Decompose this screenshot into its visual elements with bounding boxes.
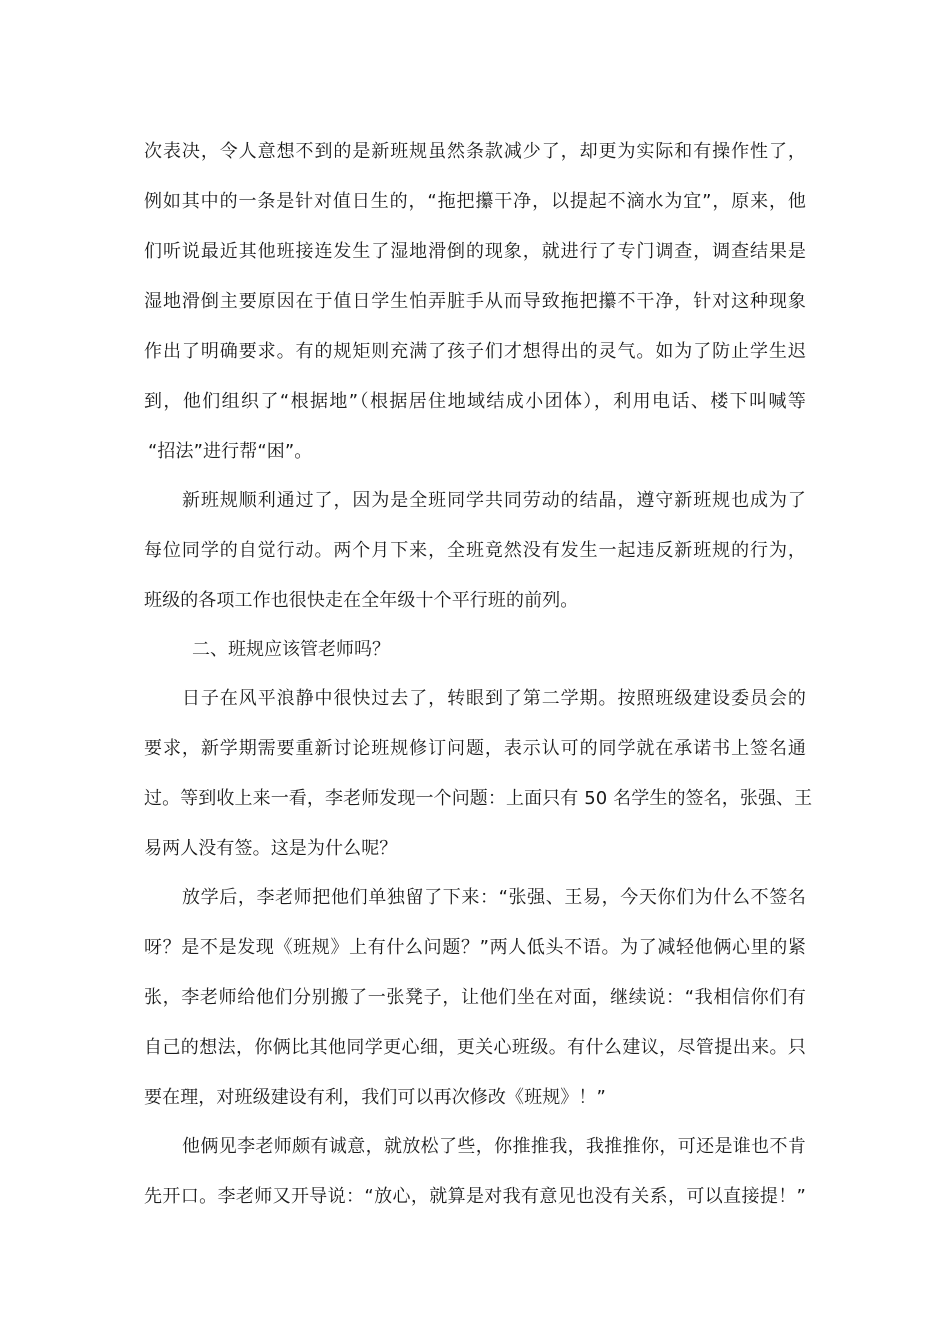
text-line: 班级的各项工作也很快走在全年级十个平行班的前列。	[144, 590, 579, 611]
text-line: 要在理，对班级建设有利，我们可以再次修改《班规》！”	[144, 1087, 606, 1108]
text-line: 呀？是不是发现《班规》上有什么问题？”两人低头不语。为了减轻他俩心里的紧	[144, 937, 806, 958]
text-line: 作出了明确要求。有的规矩则充满了孩子们才想得出的灵气。如为了防止学生迟	[144, 341, 806, 362]
text-line: 每位同学的自觉行动。两个月下来，全班竟然没有发生一起违反新班规的行为，	[144, 540, 806, 561]
text-line: 自己的想法，你俩比其他同学更心细，更关心班级。有什么建议，尽管提出来。只	[144, 1037, 806, 1058]
text-line: 易两人没有签。这是为什么呢？	[144, 838, 398, 859]
paragraph-first-line: 日子在风平浪静中很快过去了，转眼到了第二学期。按照班级建设委员会的	[182, 688, 806, 709]
text-line: 湿地滑倒主要原因在于值日学生怕弄脏手从而导致拖把攥不干净，针对这种现象	[144, 291, 806, 312]
text-line: 例如其中的一条是针对值日生的，“拖把攥干净，以提起不滴水为宜”，原来，他	[144, 191, 806, 212]
text-line: 次表决，令人意想不到的是新班规虽然条款减少了，却更为实际和有操作性了，	[144, 141, 806, 162]
text-line: 到，他们组织了“根据地”（根据居住地域结成小团体），利用电话、楼下叫喊等	[144, 391, 806, 412]
text-line: 要求，新学期需要重新讨论班规修订问题，表示认可的同学就在承诺书上签名通	[144, 738, 806, 759]
section-heading: 二、班规应该管老师吗？	[192, 639, 390, 660]
text-line: 们听说最近其他班接连发生了湿地滑倒的现象，就进行了专门调查，调查结果是	[144, 241, 806, 262]
text-line: 张，李老师给他们分别搬了一张凳子，让他们坐在对面，继续说：“我相信你们有	[144, 987, 806, 1008]
text-line: 过。等到收上来一看，李老师发现一个问题：上面只有 50 名学生的签名，张强、王	[144, 788, 813, 809]
text-line: 先开口。李老师又开导说：“放心，就算是对我有意见也没有关系，可以直接提！”	[144, 1186, 806, 1207]
text-line: “招法”进行帮“困”。	[148, 441, 313, 462]
paragraph-first-line: 新班规顺利通过了，因为是全班同学共同劳动的结晶，遵守新班规也成为了	[182, 490, 806, 511]
paragraph-first-line: 放学后，李老师把他们单独留了下来：“张强、王易，今天你们为什么不签名	[182, 887, 806, 908]
paragraph-first-line: 他俩见李老师颇有诚意，就放松了些，你推推我，我推推你，可还是谁也不肯	[182, 1136, 806, 1157]
